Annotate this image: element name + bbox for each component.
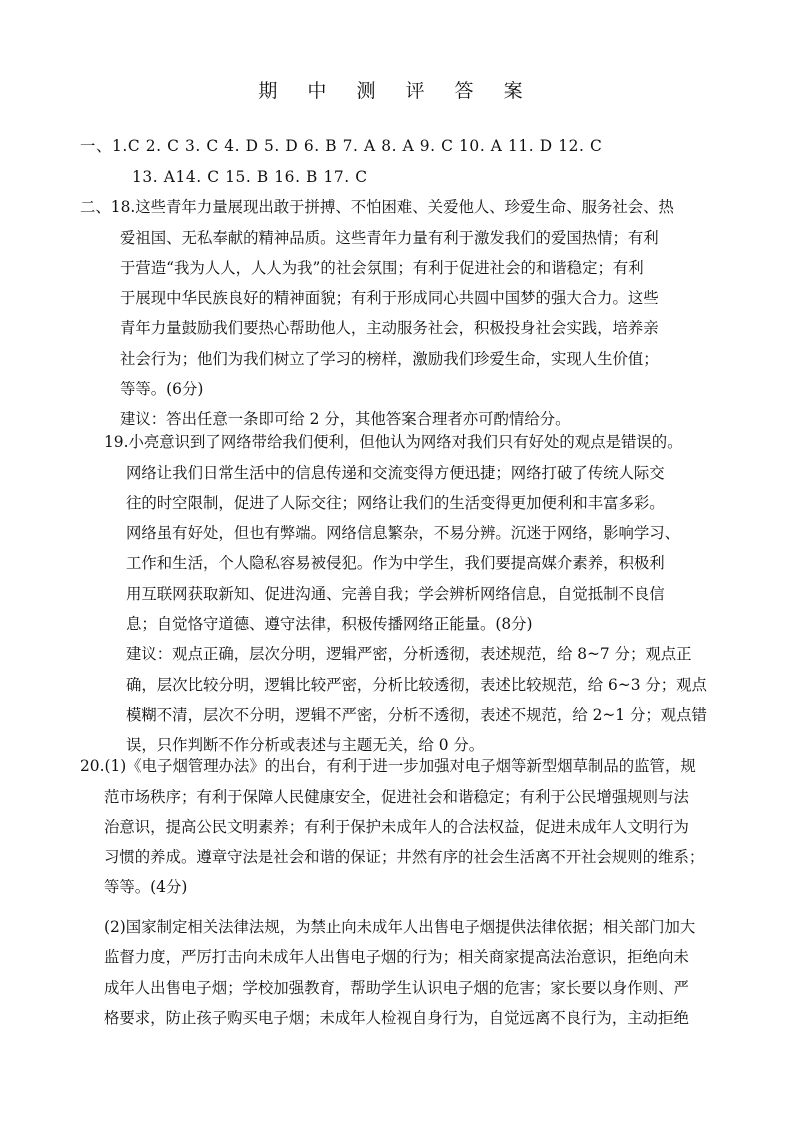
q19-scoring-note: 建议：观点正确，层次分明，逻辑严密，分析透彻，表述规范，给 8~7 分；观点正 — [126, 645, 692, 664]
q19-line: 往的时空限制，促进了人际交往；网络让我们的生活变得更加便利和丰富多彩。 — [126, 493, 665, 512]
q19-line: 19.小亮意识到了网络带给我们便利，但他认为网络对我们只有好处的观点是错误的。 — [104, 433, 683, 451]
question-20-part-1-body — [104, 782, 704, 903]
q20-line: 成年人出售电子烟；学校加强教育，帮助学生认识电子烟的危害；家长要以身作则、严 — [104, 978, 689, 997]
q20-line: 范市场秩序；有利于保障人民健康安全，促进社会和谐稳定；有利于公民增强规则与法 — [104, 787, 689, 806]
q18-line: 于营造“我为人人，人人为我”的社会氛围；有利于促进社会的和谐稳定；有利 — [120, 258, 644, 277]
q19-line: 用互联网获取新知、促进沟通、完善自我；学会辨析网络信息，自觉抵制不良信 — [126, 584, 665, 603]
page-title: 期 中 测 评 答 案 — [258, 80, 535, 102]
choice-answers — [80, 131, 602, 161]
q18-line: 爱祖国、无私奉献的精神品质。这些青年力量有利于激发我们的爱国热情；有利 — [120, 228, 659, 247]
q18-line: 二、18.这些青年力量展现出敢于拼搏、不怕困难、关爱他人、珍爱生命、服务社会、热 — [80, 198, 674, 216]
choice-answers-cont — [132, 162, 368, 192]
question-20-part-2 — [104, 912, 695, 1033]
q19-line: 工作和生活，个人隐私容易被侵犯。作为中学生，我们要提高媒介素养，积极利 — [126, 554, 665, 573]
q20-line: 格要求，防止孩子购买电子烟；未成年人检视自身行为，自觉远离不良行为，主动拒绝 — [104, 1008, 689, 1027]
q20-line: 监督力度，严厉打击向未成年人出售电子烟的行为；相关商家提高法治意识，拒绝向未 — [104, 948, 689, 967]
q18-line: 青年力量鼓励我们要热心帮助他人，主动服务社会，积极投身社会实践，培养亲 — [120, 319, 659, 338]
q19-scoring-note: 确，层次比较分明，逻辑比较严密，分析比较透彻，表述比较规范，给 6~3 分；观点 — [126, 675, 707, 694]
q20-line: 治意识，提高公民文明素养；有利于保护未成年人的合法权益，促进未成年人文明行为 — [104, 817, 689, 836]
q20-line: 习惯的养成。遵章守法是社会和谐的保证；井然有序的社会生活离不开社会规则的维系； — [104, 848, 705, 867]
q19-line: 网络让我们日常生活中的信息传递和交流变得方便迅捷；网络打破了传统人际交 — [126, 463, 665, 482]
question-18-body — [120, 223, 659, 435]
choice-answers-line-2: 13. A14. C 15. B 16. B 17. C — [132, 168, 368, 186]
question-20-part-1 — [80, 751, 696, 781]
q18-line: 等等。(6分) — [120, 379, 204, 398]
q18-line: 于展现中华民族良好的精神面貌；有利于形成同心共圆中国梦的强大合力。这些 — [120, 289, 659, 308]
q19-line: 息；自觉恪守道德、遵守法律，积极传播网络正能量。(8分) — [126, 614, 533, 633]
question-18-answer — [80, 192, 674, 222]
q19-scoring-note: 模糊不清，层次不分明，逻辑不严密，分析不透彻，表述不规范，给 2~1 分；观点错 — [126, 705, 707, 724]
question-19-body — [126, 458, 707, 761]
question-19-answer — [104, 427, 683, 457]
q20-line: (2)国家制定相关法律法规，为禁止向未成年人出售电子烟提供法律依据；相关部门加大 — [104, 918, 696, 936]
q18-scoring-note: 建议：答出任意一条即可给 2 分，其他答案合理者亦可酌情给分。 — [120, 410, 571, 429]
choice-answers-line-1: 一、1.C 2. C 3. C 4. D 5. D 6. B 7. A 8. A 9. C 10. A 11. D 12. C — [80, 137, 603, 155]
q18-line: 社会行为；他们为我们树立了学习的榜样，激励我们珍爱生命，实现人生价值； — [120, 349, 659, 368]
q20-line: 等等。(4分) — [104, 878, 188, 897]
q19-line: 网络虽有好处，但也有弊端。网络信息繁杂，不易分辨。沉迷于网络，影响学习、 — [126, 524, 681, 543]
q20-line: 20.(1)《电子烟管理办法》的出台，有利于进一步加强对电子烟等新型烟草制品的监管，规 — [80, 757, 696, 775]
q19-scoring-note: 误，只作判断不作分析或表述与主题无关，给 0 分。 — [126, 736, 485, 755]
